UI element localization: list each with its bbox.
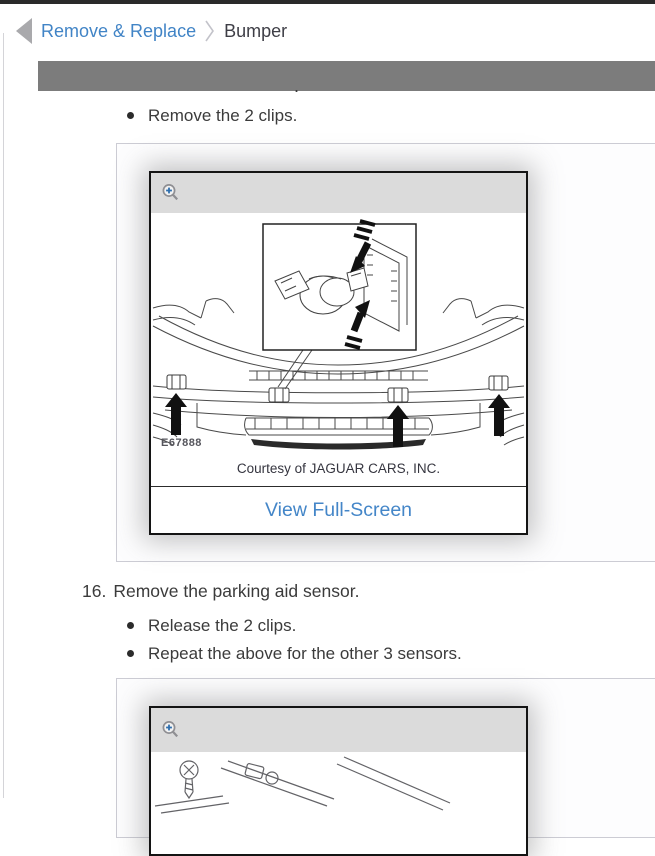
bullet-text: Repeat the above for the other 3 sensors.: [148, 644, 462, 663]
figure-link-row: [151, 486, 526, 533]
partial-diagram-screw-and-clip: [151, 752, 526, 852]
breadcrumb-current-page: Bumper: [224, 20, 288, 41]
back-arrow-icon[interactable]: [16, 18, 32, 44]
step-item-16: [82, 580, 359, 603]
bumper-parking-aid-sensor-diagram: [151, 213, 526, 452]
figure-image-code: E67888: [161, 437, 202, 449]
magnifier-plus-icon[interactable]: [161, 720, 181, 740]
breadcrumb-link-remove-replace[interactable]: Remove & Replace: [41, 20, 197, 41]
list-item: [127, 642, 462, 665]
sensor-inset: [263, 221, 416, 350]
list-item: [127, 104, 297, 127]
cropped-text-remnant: .: [294, 76, 300, 96]
figure-box-2: [149, 706, 528, 856]
figure-panel-2: [116, 678, 655, 838]
figure-panel-1: [116, 143, 655, 562]
figure-2-image: [151, 752, 526, 854]
step-number: 16.: [82, 581, 107, 601]
bullet-icon: [127, 622, 134, 629]
figure-box-1: [149, 171, 528, 535]
window-top-edge: [0, 0, 655, 4]
chevron-right-icon: [205, 20, 215, 42]
figure-caption: Courtesy of JAGUAR CARS, INC.: [236, 461, 441, 476]
figure-1-toolbar: [151, 173, 526, 213]
breadcrumb: [16, 16, 287, 46]
view-fullscreen-link[interactable]: View Full-Screen: [264, 498, 413, 521]
bullet-icon: [127, 112, 134, 119]
content-left-border: [3, 33, 4, 798]
list-item: [127, 614, 296, 637]
collapsed-section-bar[interactable]: [38, 61, 655, 91]
magnifier-plus-icon[interactable]: [161, 183, 181, 203]
bullet-text: Release the 2 clips.: [148, 616, 297, 635]
figure-2-toolbar: [151, 708, 526, 752]
bullet-text: Remove the 2 clips.: [148, 106, 298, 125]
bullet-icon: [127, 650, 134, 657]
figure-1-image: [151, 213, 526, 452]
step-text: Remove the parking aid sensor.: [113, 581, 360, 601]
